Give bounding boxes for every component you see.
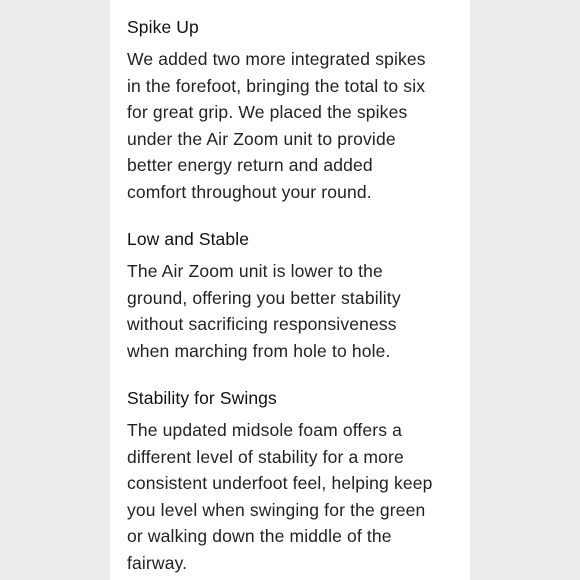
body-line: without sacrificing responsiveness	[127, 314, 397, 334]
section-body	[127, 417, 467, 576]
body-line: ground, offering you better stability	[127, 287, 401, 308]
body-line: different level of stability for a more	[127, 446, 404, 467]
body-line: fairway.	[127, 552, 188, 573]
body-line: consistent underfoot feel, helping keep	[127, 473, 433, 493]
body-line: We added two more integrated spikes	[127, 49, 426, 69]
section-heading: Stability for Swings	[127, 388, 277, 408]
section-spacer	[127, 205, 470, 226]
body-line: you level when swinging for the green	[127, 499, 426, 520]
body-line: better energy return and added	[127, 155, 373, 175]
body-line: or walking down the middle of the	[127, 526, 392, 546]
body-line: in the forefoot, bringing the total to six	[127, 75, 426, 96]
section-stability-for-swings	[127, 385, 470, 576]
body-line: under the Air Zoom unit to provide	[127, 128, 396, 149]
body-line: The Air Zoom unit is lower to the	[127, 261, 383, 281]
section-spike-up	[127, 14, 470, 205]
body-line: for great grip. We placed the spikes	[127, 102, 408, 122]
section-low-and-stable	[127, 226, 470, 364]
section-spacer	[127, 364, 470, 385]
body-line: when marching from hole to hole.	[127, 340, 391, 361]
body-line: comfort throughout your round.	[127, 181, 372, 202]
section-heading: Low and Stable	[127, 229, 250, 249]
product-description-panel	[110, 0, 470, 580]
section-heading: Spike Up	[127, 17, 199, 37]
body-line: The updated midsole foam offers a	[127, 420, 403, 440]
section-body	[127, 46, 467, 205]
section-body	[127, 258, 467, 364]
